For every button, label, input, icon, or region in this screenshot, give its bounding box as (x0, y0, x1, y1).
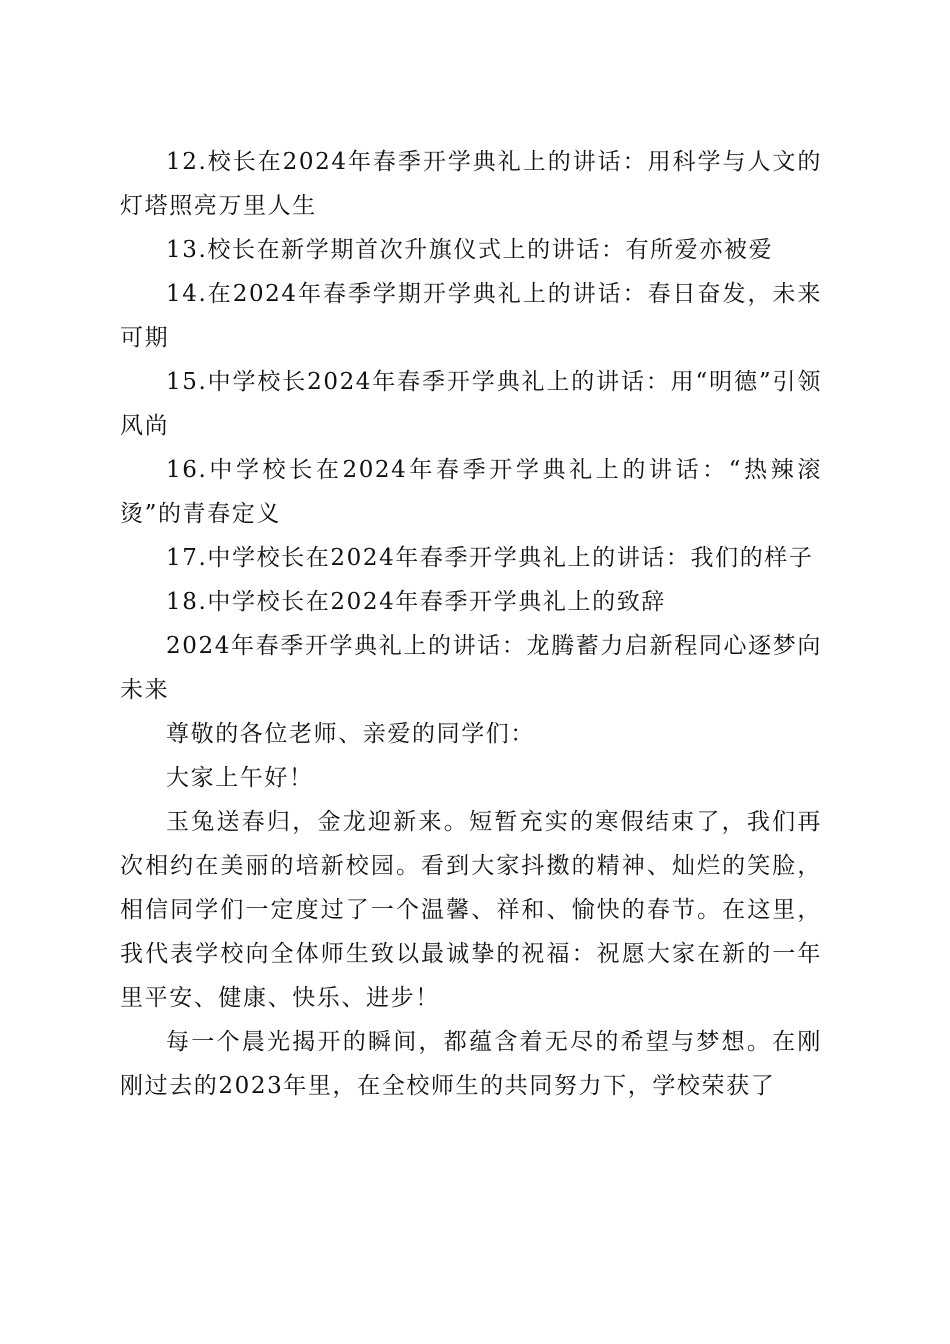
body-paragraph: 每一个晨光揭开的瞬间，都蕴含着无尽的希望与梦想。在刚刚过去的2023年里，在全校师生的共同努力下，学校荣获了 (120, 1029, 822, 1099)
salutation: 尊敬的各位老师、亲爱的同学们： (166, 721, 535, 747)
speech-title: 2024年春季开学典礼上的讲话：龙腾蓄力启新程同心逐梦向未来 (120, 633, 822, 703)
toc-item-18: 18.中学校长在2024年春季开学典礼上的致辞 (166, 589, 666, 615)
greeting: 大家上午好！ (166, 765, 314, 791)
document-body (120, 140, 822, 1108)
toc-item-16: 16.中学校长在2024年春季开学典礼上的讲话：“热辣滚烫”的青春定义 (120, 457, 822, 527)
toc-item-17: 17.中学校长在2024年春季开学典礼上的讲话：我们的样子 (166, 545, 814, 571)
toc-item-15: 15.中学校长2024年春季开学典礼上的讲话：用“明德”引领风尚 (120, 369, 822, 439)
body-paragraph: 玉兔送春归，金龙迎新来。短暂充实的寒假结束了，我们再次相约在美丽的培新校园。看到大家抖擞的精神、灿烂的笑脸，相信同学们一定度过了一个温馨、祥和、愉快的春节。在这里，我代表学校向全体师生致以最诚挚的祝福：祝愿大家在新的一年里平安、健康、快乐、进步！ (120, 809, 822, 1011)
toc-item-13: 13.校长在新学期首次升旗仪式上的讲话：有所爱亦被爱 (166, 237, 774, 263)
toc-item-12: 12.校长在2024年春季开学典礼上的讲话：用科学与人文的灯塔照亮万里人生 (120, 149, 822, 219)
toc-item-14: 14.在2024年春季学期开学典礼上的讲话：春日奋发，未来可期 (120, 281, 822, 351)
